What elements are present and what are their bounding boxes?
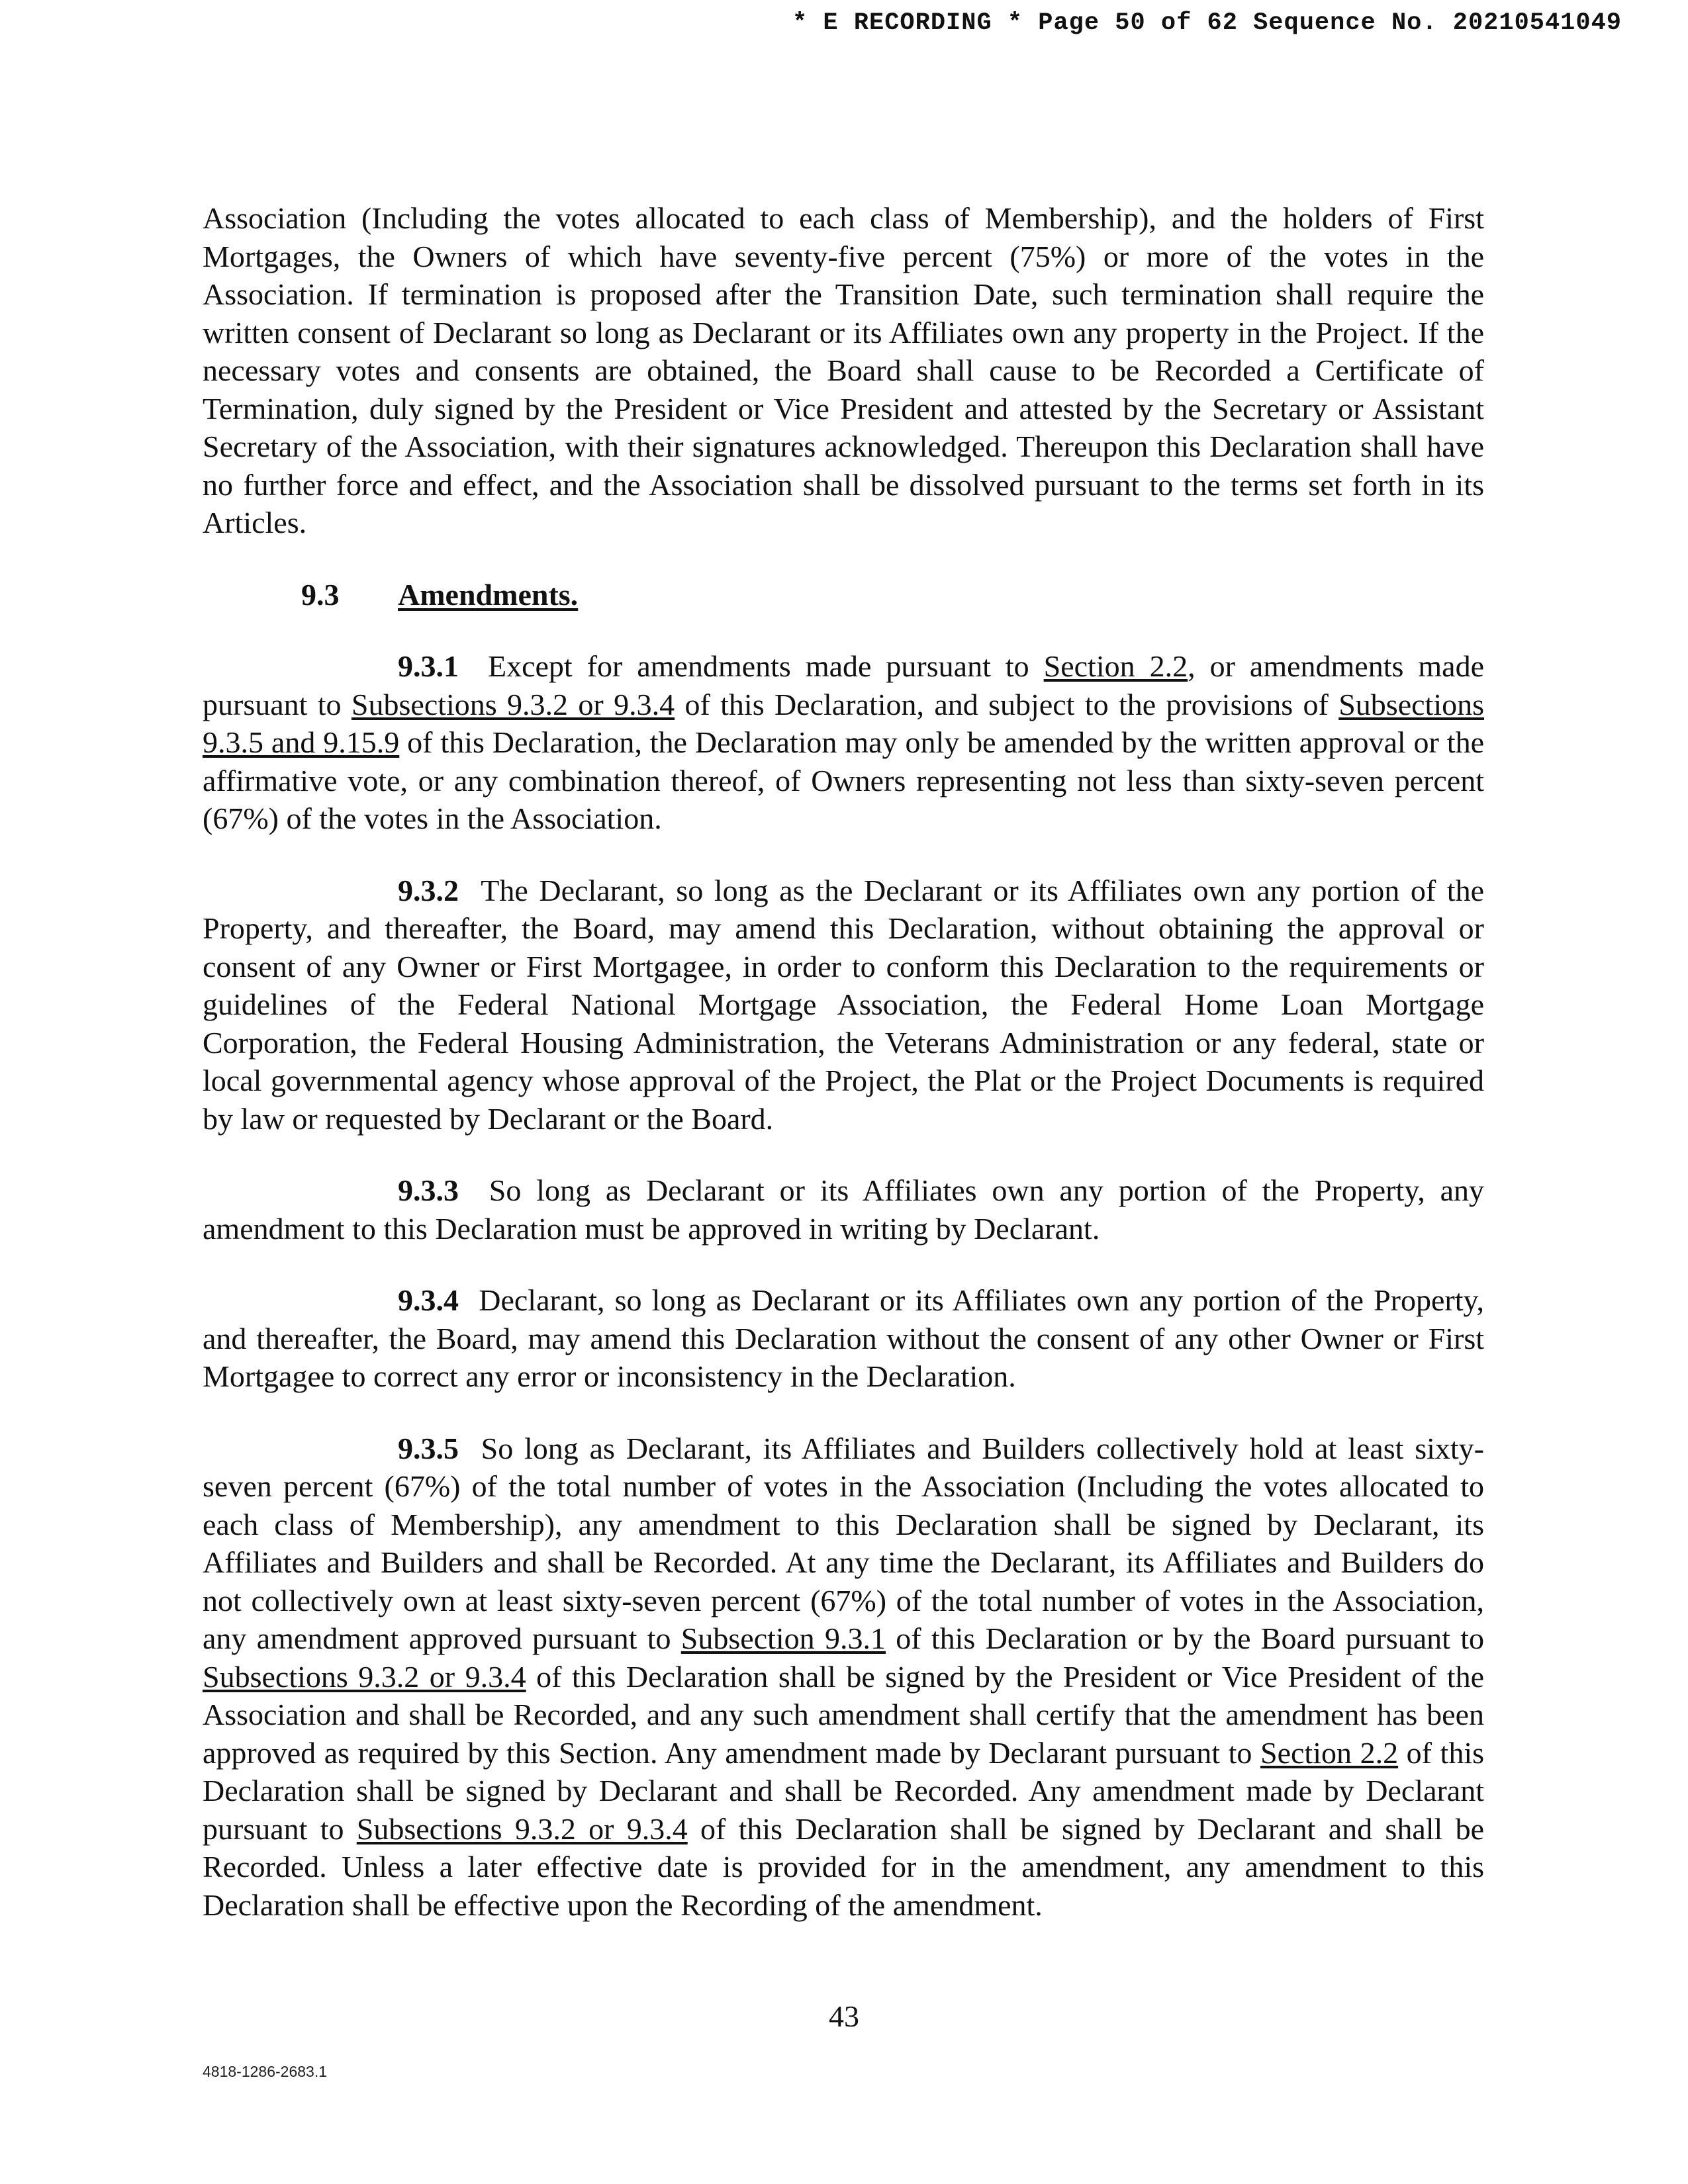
cross-reference: Section 2.2 — [1260, 1735, 1399, 1770]
subsection-9-3-4 — [203, 1281, 1484, 1396]
subsection-number: 9.3.2 — [398, 873, 459, 907]
subsection-text: The Declarant, so long as the Declarant or its Affiliates own any portion of the Property, and thereafter, the Board, may amend this Declaration, without obtaining the approval or consent of any Owner or First Mortgagee, in order to conform this Declaration to the requirements or guidelines of the Federal National Mortgage Association, the Federal Home Loan Mortgage Corporation, the Federal Housing Administration, the Veterans Administration or any federal, state or local governmental agency whose approval of the Project, the Plat or the Project Documents is required by law or requested by Declarant or the Board. — [203, 873, 1484, 1136]
cross-reference: Subsections 9.3.2 or 9.3.4 — [356, 1811, 688, 1846]
subsection-text: of this Declaration, the Declaration may only be amended by the written approval or the affirmative vote, or any combination thereof, of Owners representing not less than sixty-seven percent (67%) of the votes in the Association. — [203, 725, 1484, 835]
subsection-9-3-5 — [203, 1430, 1484, 1925]
subsection-number: 9.3.3 — [398, 1173, 459, 1207]
cross-reference: Subsections 9.3.2 or 9.3.4 — [351, 687, 675, 721]
subsection-text: of this Declaration or by the Board pursuant to — [885, 1621, 1484, 1655]
section-number: 9.3 — [301, 577, 340, 612]
recording-stamp: * E RECORDING * Page 50 of 62 Sequence No. 20210541049 — [792, 9, 1622, 37]
subsection-text: So long as Declarant, its Affiliates and Builders collectively hold at least sixty-seven percent (67%) of the total number of votes in the Association (Including the votes allocated to each class of Membership), any amendment to this Declaration shall be signed by Declarant, its Affiliates and Builders and shall be Recorded. At any time the Declarant, its Affiliates and Builders do not collectively own at least sixty-seven percent (67%) of the total number of votes in the Association, any amendment approved pursuant to — [203, 1431, 1484, 1655]
subsection-9-3-2 — [203, 872, 1484, 1138]
subsection-text: of this Declaration shall be signed by Declarant and shall be Recorded. Unless a later effective date is provided for in the amendment, any amendment to this Declaration shall be effective upon the Recording of the amendment. — [203, 1811, 1485, 1922]
subsection-text: of this Declaration shall be signed by Declarant and shall be Recorded. Any amendment made by Declarant pursuant to — [203, 1735, 1485, 1846]
subsection-text: Declarant, so long as Declarant or its Affiliates own any portion of the Property, and thereafter, the Board, may amend this Declaration without the consent of any other Owner or First Mortgagee to correct any error or inconsistency in the Declaration. — [203, 1283, 1484, 1393]
subsection-text: Except for amendments made pursuant to — [488, 649, 1044, 683]
subsection-number: 9.3.1 — [398, 649, 459, 683]
subsection-9-3-1 — [203, 647, 1484, 838]
section-heading — [203, 576, 1484, 614]
subsection-number: 9.3.4 — [398, 1283, 459, 1317]
cross-reference: Subsections 9.3.5 and 9.15.9 — [203, 687, 1484, 759]
document-id: 4818-1286-2683.1 — [203, 2063, 327, 2080]
subsection-text: of this Declaration, and subject to the provisions of — [675, 687, 1339, 721]
subsection-9-3-3 — [203, 1171, 1484, 1248]
section-title: Amendments. — [398, 577, 579, 612]
page-number: 43 — [829, 1999, 859, 2033]
cross-reference: Subsection 9.3.1 — [680, 1621, 886, 1655]
subsection-text: , or amendments made pursuant to — [203, 649, 1485, 721]
subsection-text: So long as Declarant or its Affiliates own any portion of the Property, any amendment to this Declaration must be approved in writing by Declarant. — [203, 1173, 1485, 1246]
termination-paragraph: Association (Including the votes allocated to each class of Membership), and the holders of First Mortgages, the Owners of which have seventy-five percent (75%) or more of the votes in the Association. If termination is proposed after the Transition Date, such termination shall require the written consent of Declarant so long as Declarant or its Affiliates own any property in the Project. If the necessary votes and consents are obtained, the Board shall cause to be Recorded a Certificate of Termination, duly signed by the President or Vice President and attested by the Secretary or Assistant Secretary of the Association, with their signatures acknowledged. Thereupon this Declaration shall have no further force and effect, and the Association shall be dissolved pursuant to the terms set forth in its Articles. — [203, 201, 1484, 539]
cross-reference: Subsections 9.3.2 or 9.3.4 — [203, 1659, 526, 1694]
document-body — [203, 199, 1484, 1958]
subsection-text: of this Declaration shall be signed by the President or Vice President of the Association and shall be Recorded, and any such amendment shall certify that the amendment has been approved as required by this Section. Any amendment made by Declarant pursuant to — [203, 1659, 1484, 1770]
cross-reference: Section 2.2 — [1043, 649, 1188, 683]
subsection-number: 9.3.5 — [398, 1431, 459, 1465]
